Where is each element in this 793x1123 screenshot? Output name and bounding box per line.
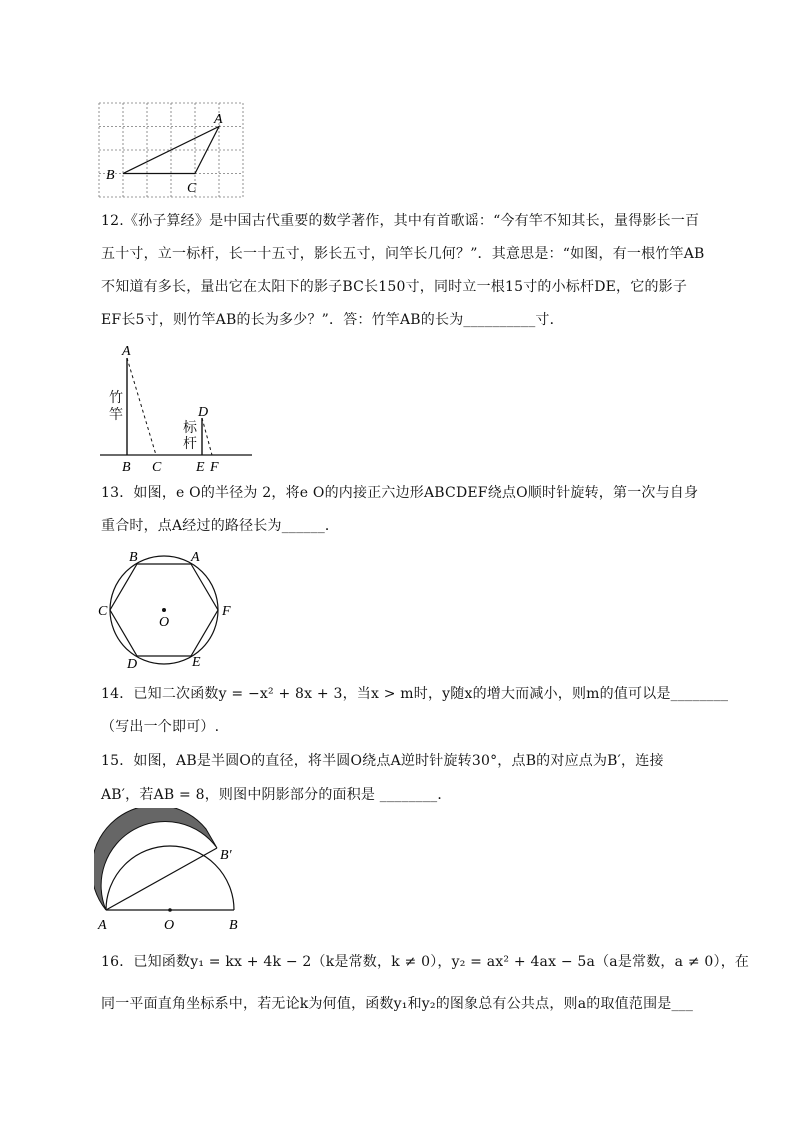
label-c: C xyxy=(187,181,197,196)
q15-line-2: AB′，若AB = 8，则图中阴影部分的面积是 ________． xyxy=(101,787,452,803)
rotated-semicircle-figure xyxy=(94,808,254,934)
pole-label: 竹竿 xyxy=(109,390,123,423)
q16-line-1: 16．已知函数y₁ = kx + 4k − 2（k是常数，k ≠ 0），y₂ = ax² + 4ax − 5a（a是常数，a ≠ 0），在 xyxy=(101,954,750,970)
shaded-region xyxy=(94,808,217,910)
label-a: A xyxy=(191,550,200,565)
q12-line-4: EF长5寸，则竹竿AB的长为多少？”．答：竹竿AB的长为__________寸． xyxy=(101,312,564,328)
q13-line-2: 重合时，点A经过的路径长为______． xyxy=(101,518,340,534)
label-c: C xyxy=(98,604,108,619)
label-e: E xyxy=(192,655,201,670)
q14-line-1: 14．已知二次函数y = −x² + 8x + 3，当x > m时，y随x的增大而减小，则m的值可以是________ xyxy=(101,686,729,702)
label-d: D xyxy=(127,657,138,672)
label-b: B xyxy=(106,168,115,183)
q13-line-1: 13．如图，e O的半径为 2，将e O的内接正六边形ABCDEF绕点O顺时针旋转，第一次与自身 xyxy=(101,485,699,501)
hexagon-circle-figure xyxy=(96,546,242,672)
label-a: A xyxy=(122,344,131,359)
label-o: O xyxy=(159,615,170,630)
q15-line-1: 15．如图，AB是半圆O的直径，将半圆O绕点A逆时针旋转30°，点B的对应点为B′，连接 xyxy=(101,753,664,769)
semicircle-o xyxy=(106,846,234,910)
q12-line-1: 12.《孙子算经》是中国古代重要的数学著作，其中有首歌谣：“今有竿不知其长，量得影长一百 xyxy=(101,213,700,229)
label-a: A xyxy=(98,918,107,933)
label-c: C xyxy=(152,460,162,474)
label-f: F xyxy=(222,604,231,619)
q12-line-3: 不知道有多长，量出它在太阳下的影子BC长150寸，同时立一根15寸的小标杆DE，它的影子 xyxy=(101,279,688,295)
label-b: B xyxy=(129,550,138,565)
label-b: B xyxy=(229,918,238,933)
label-e: E xyxy=(196,460,205,474)
q14-line-2: （写出一个即可）. xyxy=(101,719,220,735)
label-b: B xyxy=(122,460,131,474)
marker-label: 标杆 xyxy=(183,420,197,452)
label-f: F xyxy=(210,460,219,474)
segment-ab-prime xyxy=(106,848,217,910)
grid-triangle-figure xyxy=(96,100,246,200)
q16-line-2: 同一平面直角坐标系中，若无论k为何值，函数y₁和y₂的图象总有公共点，则a的取值范围是___ xyxy=(101,996,694,1012)
label-d: D xyxy=(198,405,209,420)
label-b-prime: B′ xyxy=(220,848,232,863)
center-dot xyxy=(168,908,172,912)
q12-line-2: 五十寸，立一标杆，长一十五寸，影长五寸，问竿长几何？”．其意思是：“如图，有一根竹竿AB xyxy=(101,246,705,262)
label-o: O xyxy=(164,918,175,933)
center-dot xyxy=(162,608,166,612)
label-a: A xyxy=(214,112,223,127)
